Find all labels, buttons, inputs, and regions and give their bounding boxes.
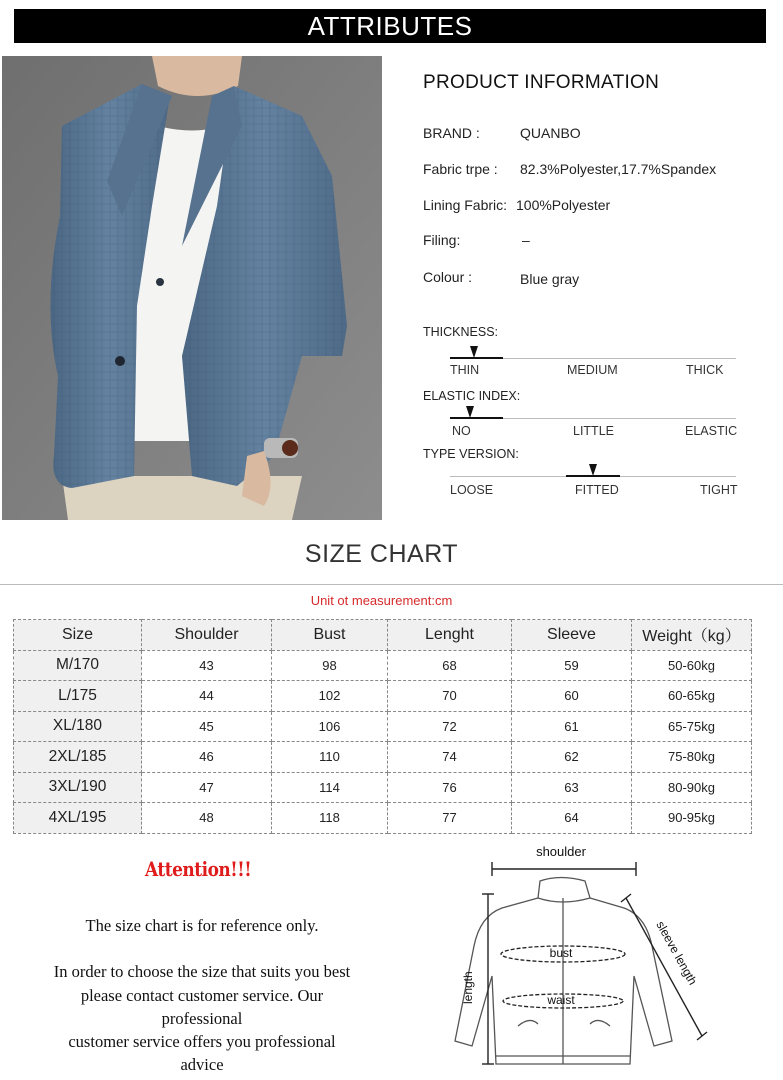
table-cell: 63: [512, 772, 632, 803]
table-cell: 75-80kg: [632, 742, 752, 773]
thickness-label: THICKNESS:: [423, 325, 499, 339]
thickness-option-medium: MEDIUM: [567, 363, 618, 377]
table-header-row: [14, 620, 752, 651]
table-cell: 47: [142, 772, 272, 803]
table-row: [14, 742, 752, 773]
table-cell: 90-95kg: [632, 803, 752, 834]
table-cell: 76: [388, 772, 512, 803]
table-cell: 48: [142, 803, 272, 834]
sleeve-length-label: sleeve length: [653, 918, 700, 988]
header-shoulder: Shoulder: [142, 620, 272, 651]
header-length: Lenght: [388, 620, 512, 651]
info-key: Colour :: [423, 269, 473, 285]
advice-paragraph-line: In order to choose the size that suits you best: [53, 962, 351, 981]
info-value: –: [522, 232, 530, 248]
header-weight: Weight（kg）: [632, 620, 752, 651]
info-value: 82.3%Polyester,17.7%Spandex: [520, 161, 717, 177]
table-row: [14, 803, 752, 834]
table-cell: 77: [388, 803, 512, 834]
table-cell: 60-65kg: [632, 681, 752, 712]
header-sleeve: Sleeve: [512, 620, 632, 651]
size-table: [13, 619, 752, 834]
table-cell: 4XL/195: [14, 803, 142, 834]
table-cell: 45: [142, 711, 272, 742]
table-cell: 65-75kg: [632, 711, 752, 742]
table-cell: 62: [512, 742, 632, 773]
thickness-marker-icon: [470, 346, 478, 358]
length-label: length: [461, 971, 475, 1004]
table-cell: 43: [142, 650, 272, 681]
advice-paragraph-line: please contact customer service. Our: [80, 986, 324, 1005]
thickness-option-thick: THICK: [686, 363, 724, 377]
unit-note: Unit ot measurement:cm: [310, 593, 453, 608]
shoulder-label: shoulder: [536, 844, 586, 859]
table-row: [14, 681, 752, 712]
info-key: BRAND :: [423, 125, 480, 141]
product-photo: [2, 56, 382, 520]
table-cell: 3XL/190: [14, 772, 142, 803]
waist-label: waist: [547, 993, 575, 1007]
info-key: Filing:: [423, 232, 461, 248]
table-cell: 2XL/185: [14, 742, 142, 773]
table-cell: 106: [272, 711, 388, 742]
table-cell: 102: [272, 681, 388, 712]
reference-note: The size chart is for reference only.: [85, 916, 319, 935]
table-cell: 61: [512, 711, 632, 742]
table-cell: 74: [388, 742, 512, 773]
section-divider: [0, 584, 783, 585]
elastic-marker-icon: [466, 406, 474, 418]
info-key: Lining Fabric:: [423, 197, 508, 213]
table-cell: 72: [388, 711, 512, 742]
header-size: Size: [14, 620, 142, 651]
attention-heading: Attention!!!: [145, 858, 252, 882]
info-value: 100%Polyester: [516, 197, 611, 213]
jacket-measurement-diagram: [440, 836, 770, 1076]
elastic-selected-bar: [450, 417, 503, 419]
elastic-option-no: NO: [452, 424, 471, 438]
elastic-option-little: LITTLE: [573, 424, 614, 438]
bust-label: bust: [549, 946, 573, 960]
table-cell: M/170: [14, 650, 142, 681]
table-cell: 70: [388, 681, 512, 712]
table-cell: 110: [272, 742, 388, 773]
table-row: [14, 711, 752, 742]
table-cell: XL/180: [14, 711, 142, 742]
table-cell: 50-60kg: [632, 650, 752, 681]
table-cell: 114: [272, 772, 388, 803]
info-value: QUANBO: [520, 125, 581, 141]
thickness-option-thin: THIN: [450, 363, 480, 377]
table-cell: 80-90kg: [632, 772, 752, 803]
type-option-fitted: FITTED: [575, 483, 619, 497]
info-value: Blue gray: [520, 271, 580, 287]
product-info-heading: PRODUCT INFORMATION: [423, 72, 660, 93]
type-version-label: TYPE VERSION:: [423, 447, 519, 461]
header-bust: Bust: [272, 620, 388, 651]
table-cell: L/175: [14, 681, 142, 712]
table-cell: 60: [512, 681, 632, 712]
type-option-tight: TIGHT: [700, 483, 738, 497]
table-row: [14, 650, 752, 681]
advice-paragraph-line: professional: [161, 1009, 243, 1028]
table-cell: 68: [388, 650, 512, 681]
table-row: [14, 772, 752, 803]
product-information: [423, 72, 763, 94]
elastic-option-elastic: ELASTIC: [685, 424, 738, 438]
table-cell: 118: [272, 803, 388, 834]
attributes-banner: ATTRIBUTES: [14, 9, 766, 43]
type-version-marker-icon: [589, 464, 597, 476]
elastic-index-label: ELASTIC INDEX:: [423, 389, 521, 403]
size-chart-title: SIZE CHART: [304, 540, 459, 568]
type-option-loose: LOOSE: [450, 483, 494, 497]
advice-paragraph-line: customer service offers you professional: [68, 1032, 336, 1051]
table-cell: 46: [142, 742, 272, 773]
table-cell: 59: [512, 650, 632, 681]
table-cell: 44: [142, 681, 272, 712]
advice-paragraph-line: advice: [180, 1055, 224, 1074]
info-key: Fabric trpe :: [423, 161, 498, 177]
table-cell: 64: [512, 803, 632, 834]
table-cell: 98: [272, 650, 388, 681]
